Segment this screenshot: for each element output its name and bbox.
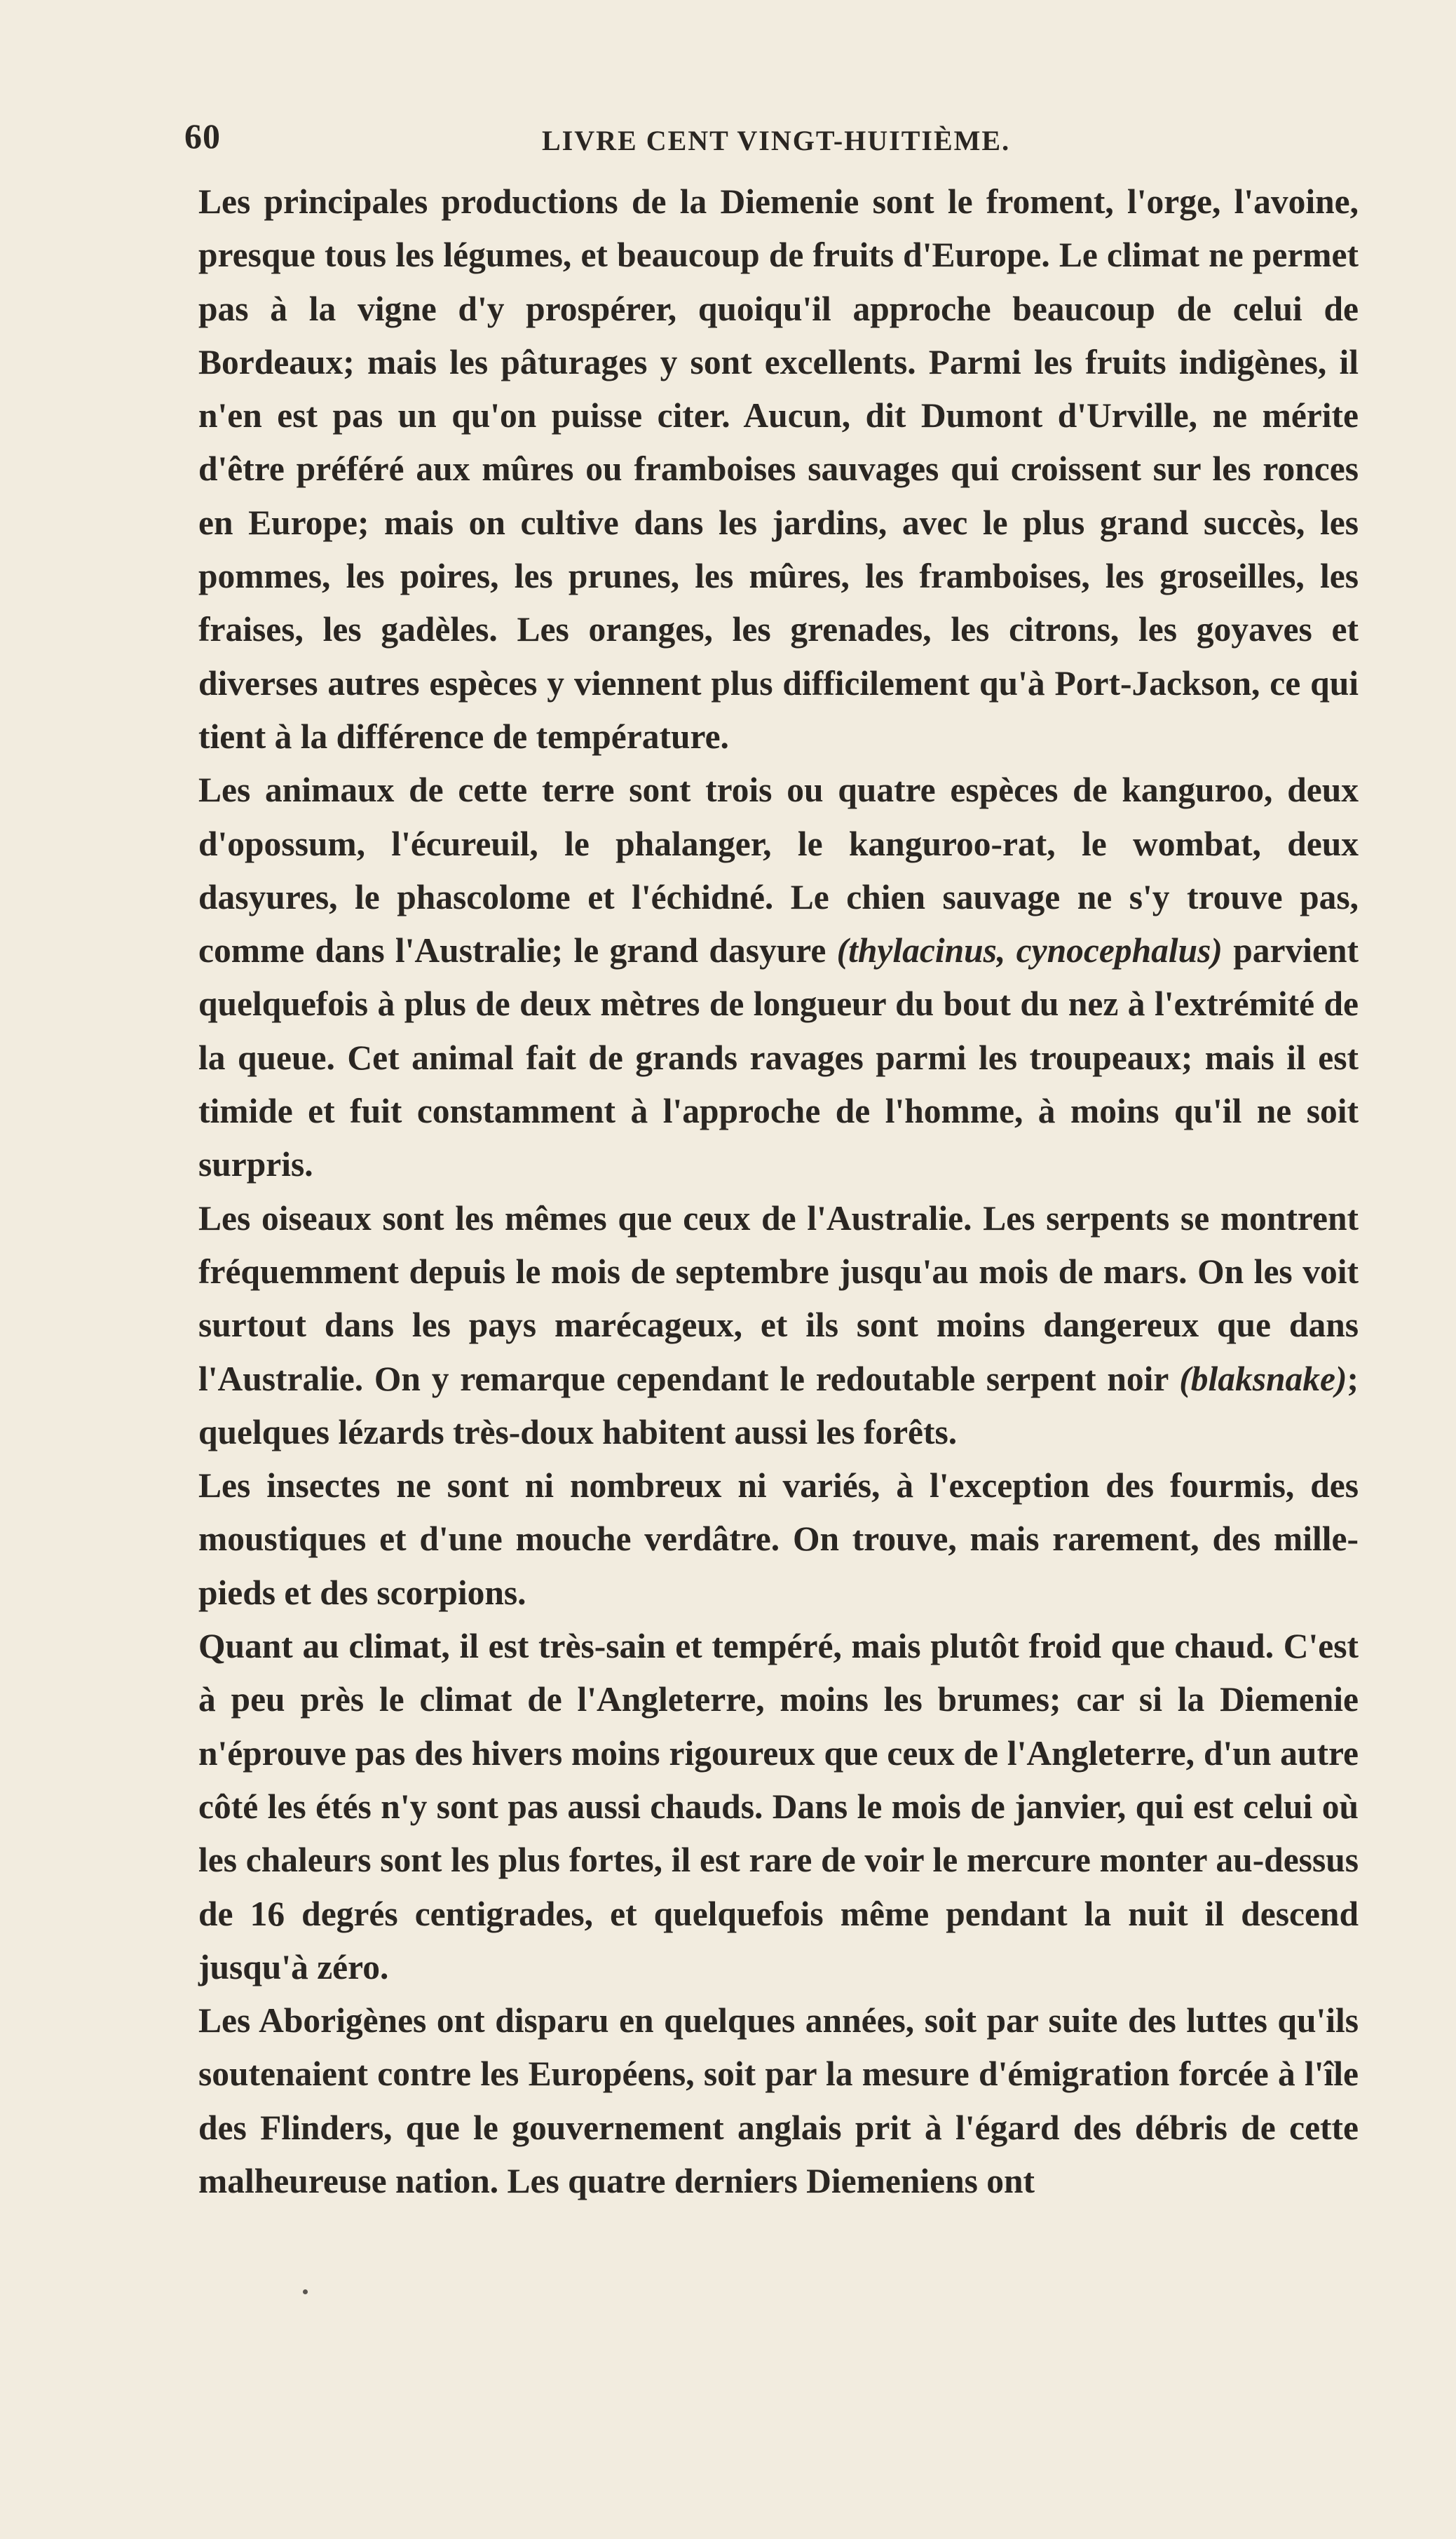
- page-number: 60: [184, 116, 221, 156]
- paragraph-climat: [198, 1620, 1359, 1994]
- print-speck: [303, 2289, 308, 2294]
- paragraph-animaux: [198, 764, 1359, 1191]
- page-header: [184, 116, 1355, 158]
- paragraph-text: Quant au climat, il est très-sain et tempéré, mais plutôt froid que chaud. C'est à peu près le climat de l'Angleterre, moins les brumes; car si la Diemenie n'éprouve pas des hivers moins rigoureux que ceux de l'Angleterre, d'un autre côté les étés n'y sont pas aussi chauds. Dans le mois de janvier, qui est celui où les chaleurs sont les plus fortes, il est rare de voir le mercure monter au-dessus de 16 degrés centigrades, et quelquefois même pendant la nuit il descend jusqu'à zéro.: [198, 1627, 1359, 1986]
- paragraph-text: Les oiseaux sont les mêmes que ceux de l'Australie. Les serpents se montrent fréquemment depuis le mois de septembre jusqu'au mois de mars. On les voit surtout dans les pays marécageux, et ils sont moins dangereux que dans l'Australie. On y remarque cependant le redoutable serpent noir: [198, 1198, 1359, 1398]
- paragraph-text: ; quelques lézards très-doux habitent aussi les forêts.: [198, 1359, 1359, 1451]
- paragraph-text: Les principales productions de la Diemenie sont le froment, l'orge, l'avoine, presque tous les légumes, et beaucoup de fruits d'Europe. Le climat ne permet pas à la vigne d'y prospérer, quoiqu'il approche beaucoup de celui de Bordeaux; mais les pâturages y sont excellents. Parmi les fruits indigènes, il n'en est pas un qu'on puisse citer. Aucun, dit Dumont d'Urville, ne mérite d'être préféré aux mûres ou framboises sauvages qui croissent sur les ronces en Europe; mais on cultive dans les jardins, avec le plus grand succès, les pommes, les poires, les prunes, les mûres, les framboises, les groseilles, les fraises, les gadèles. Les oranges, les grenades, les citrons, les goyaves et diverses autres espèces y viennent plus difficilement qu'à Port-Jackson, ce qui tient à la différence de température.: [198, 182, 1359, 756]
- paragraph-text: parvient quelquefois à plus de deux mètres de longueur du bout du nez à l'extrémité de la queue. Cet animal fait de grands ravages parmi les troupeaux; mais il est timide et fuit constamment à l'approche de l'homme, à moins qu'il ne soit surpris.: [198, 931, 1359, 1184]
- paragraph-text: Les animaux de cette terre sont trois ou quatre espèces de kanguroo, deux d'opossum, l'écureuil, le phalanger, le kanguroo-rat, le wombat, deux dasyures, le phascolome et l'échidné. Le chien sauvage ne s'y trouve pas, comme dans l'Australie; le grand dasyure: [198, 771, 1359, 970]
- paragraph-oiseaux: [198, 1192, 1359, 1459]
- italic-snake-name: (blaksnake): [1179, 1359, 1347, 1398]
- paragraph-text: Les Aborigènes ont disparu en quelques années, soit par suite des luttes qu'ils soutenaient contre les Européens, soit par la mesure d'émigration forcée à l'île des Flinders, que le gouvernement anglais prit à l'égard des débris de cette malheureuse nation. Les quatre derniers Diemeniens ont: [198, 2001, 1359, 2200]
- paragraph-aborigenes: [198, 1994, 1359, 2208]
- text-body: [198, 175, 1359, 2208]
- paragraph-productions: [198, 175, 1359, 764]
- italic-latin-name: (thylacinus, cynocephalus): [836, 931, 1223, 970]
- paragraph-text: Les insectes ne sont ni nombreux ni variés, à l'exception des fourmis, des moustiques et d'une mouche verdâtre. On trouve, mais rarement, des mille-pieds et des scorpions.: [198, 1466, 1359, 1612]
- running-title: LIVRE CENT VINGT-HUITIÈME.: [542, 125, 1011, 156]
- paragraph-insectes: [198, 1459, 1359, 1620]
